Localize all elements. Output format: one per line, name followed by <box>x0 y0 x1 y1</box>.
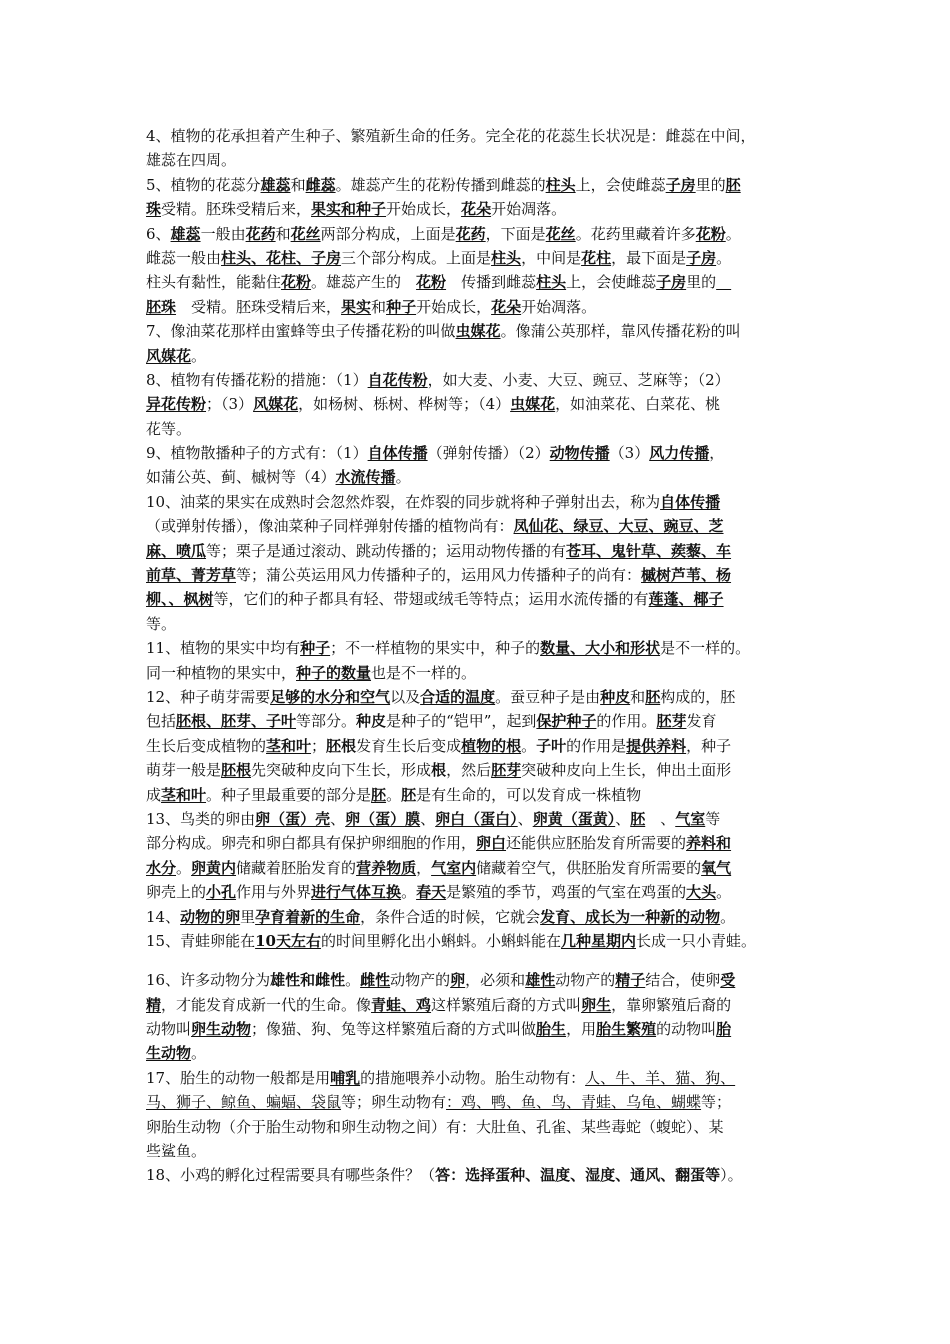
text-run: 开始凋落。 <box>491 200 567 219</box>
key-term: 保护种子 <box>536 712 597 731</box>
key-term: 花粉 <box>695 224 726 243</box>
text-line <box>146 831 822 855</box>
key-term: 种子 <box>386 297 417 316</box>
text-run: 长成一只小青蛙。 <box>636 931 757 950</box>
text-run: 先突破种皮向下生长，形成 <box>251 761 432 780</box>
text-run: 4、植物的花承担着产生种子、繁殖新生命的任务。完全花的花蕊生长状况是：雌蕊在中间， <box>146 127 756 145</box>
text-line <box>146 563 822 587</box>
key-term: 人、牛、羊、猫、狗、 <box>585 1068 736 1087</box>
text-run: 动物叫 <box>146 1020 192 1039</box>
text-run: （弹射传播）（2） <box>427 444 550 463</box>
text-run: 受精。胚珠受精后来， <box>161 200 312 219</box>
key-term: 提供养料 <box>626 736 687 755</box>
text-run: 。 <box>521 736 537 755</box>
text-line <box>146 734 822 758</box>
key-term: 槭树芦苇、杨 <box>641 566 732 585</box>
text-run: 。 <box>176 858 192 877</box>
text-run: 13、鸟类的卵由 <box>146 809 256 828</box>
text-run: 突破种皮向上生长，伸出土面形 <box>521 761 732 780</box>
text-run: 。种子里最重要的部分是 <box>206 785 372 804</box>
key-term: 水分 <box>146 858 177 877</box>
text-run: 部分构成。卵壳和卵白都具有保护卵细胞的作用， <box>146 834 477 853</box>
text-run: 。雄蕊产生的花粉传播到雌蕊的 <box>335 175 546 194</box>
key-term: 水流传播 <box>335 468 396 487</box>
text-run: 卵壳上的 <box>146 883 207 902</box>
key-term: 胚 <box>401 785 417 804</box>
document-body <box>146 124 822 1188</box>
key-term: 苍耳、鬼针草、蒺藜、车 <box>566 541 732 560</box>
text-run: 、 <box>615 809 631 828</box>
text-line <box>146 783 822 807</box>
key-term: 花药 <box>245 224 276 243</box>
key-term: 前草、菁芳草 <box>146 566 237 585</box>
key-term: 动物的卵 <box>180 907 241 926</box>
key-term: 莲蓬、椰子 <box>648 590 724 609</box>
text-run: 等；栗子是通过滚动、跳动传播的；运用动物传播的有 <box>206 541 567 560</box>
key-term: 茎和叶 <box>266 736 312 755</box>
text-run: 萌芽一般是 <box>146 761 222 780</box>
key-term: 胚 <box>630 809 646 828</box>
text-line <box>146 270 822 294</box>
key-term: 种子 <box>300 639 331 658</box>
text-run: ，才能发育成新一代的生命。像 <box>161 995 372 1014</box>
key-term: 虫媒花 <box>510 395 556 414</box>
key-term: 花药 <box>455 224 486 243</box>
text-run: ；（3） <box>206 395 254 414</box>
key-term: 卵黄内 <box>191 858 237 877</box>
text-run: 雄蕊在四周。 <box>146 151 237 170</box>
key-term: 小孔 <box>206 883 237 902</box>
key-term: 自花传粉 <box>367 370 428 389</box>
text-run: 等； <box>701 1093 732 1112</box>
key-term: 凤仙花、绿豆、大豆、豌豆、芝 <box>513 517 724 536</box>
key-term: 花粉 <box>281 273 312 292</box>
key-term: 胚芽 <box>491 761 522 780</box>
text-run: 雌蕊一般由 <box>146 248 222 267</box>
text-run: 17、胎生的动物一般都是用 <box>146 1068 331 1087</box>
text-run: 16、许多动物分为 <box>146 971 271 990</box>
text-run: ）。 <box>720 1166 743 1185</box>
text-run: 传播到雌蕊 <box>446 273 537 292</box>
text-run: ，如油菜花、白菜花、桃 <box>555 395 721 414</box>
text-run: 7、像油菜花那样由蜜蜂等虫子传播花粉的叫做 <box>146 322 456 341</box>
key-term: 青蛙、鸡 <box>371 995 432 1014</box>
key-term: 茎和叶 <box>161 785 207 804</box>
key-term: 卵（蛋）壳 <box>255 809 331 828</box>
text-run: 等。 <box>146 614 177 633</box>
text-run: 和 <box>630 687 646 706</box>
text-line <box>146 319 822 343</box>
key-term: 营养物质 <box>356 858 417 877</box>
key-term: 发育、成长为一种新的动物 <box>540 907 721 926</box>
text-run: 、 <box>645 809 676 828</box>
text-run: 构成的，胚 <box>660 687 736 706</box>
key-term: 自体传播 <box>660 492 721 511</box>
text-run: 、 <box>517 809 533 828</box>
key-term: 柱头、花柱、子房 <box>221 248 342 267</box>
key-term: 胎 <box>716 1020 732 1039</box>
text-line <box>146 661 822 685</box>
text-run: 作用与外界 <box>236 883 312 902</box>
key-term: 生动物 <box>146 1044 192 1063</box>
key-term: 植物的根 <box>461 736 522 755</box>
text-line <box>146 441 822 465</box>
text-run: 卵胎生动物（介于胎生动物和卵生动物之间）有：大肚鱼、孔雀、某些毒蛇（蝮蛇）、某 <box>146 1117 724 1136</box>
text-run: 的措施喂养小动物。胎生动物有： <box>360 1068 586 1087</box>
text-run: 和 <box>371 297 387 316</box>
key-term: 子房 <box>686 248 717 267</box>
text-run: 储藏着胚胎发育的 <box>236 858 357 877</box>
key-term: 胎生 <box>536 1020 567 1039</box>
key-term: 卵生动物 <box>191 1020 252 1039</box>
text-run: 、 <box>420 809 436 828</box>
key-term: 花柱 <box>581 248 612 267</box>
text-run: 里 <box>240 907 256 926</box>
text-run: 18、小鸡的孵化过程需要具有哪些条件？（ <box>146 1166 436 1185</box>
key-term: 胚芽 <box>656 712 687 731</box>
key-term: 几种星期内 <box>560 931 636 950</box>
key-term: 答：选择蛋种、温度、湿度、通风、翻蛋等 <box>435 1166 721 1185</box>
key-term: 种皮 <box>600 687 631 706</box>
text-line <box>146 417 822 441</box>
key-term: 进行气体互换 <box>311 883 402 902</box>
key-term: 数量、大小和形状 <box>540 639 661 658</box>
text-run: 的动物叫 <box>656 1020 717 1039</box>
text-run: 15、青蛙卵能在 <box>146 931 256 950</box>
key-term: 孕育着新的生命 <box>255 907 361 926</box>
text-run: 和 <box>290 175 306 194</box>
key-term: 柱头 <box>491 248 522 267</box>
text-run: 。 <box>191 346 207 365</box>
key-term: 10天左右 <box>255 931 321 950</box>
text-run: ， <box>416 858 432 877</box>
key-term: 胚 <box>645 687 661 706</box>
key-term: 风力传播 <box>649 444 710 463</box>
key-term: 胚根 <box>326 736 357 755</box>
key-term: 风媒花 <box>146 346 192 365</box>
text-run: 8、植物有传播花粉的措施：（1） <box>146 370 368 389</box>
text-run: 是不一样的。 <box>660 639 751 658</box>
key-term: 足够的水分和空气 <box>270 687 391 706</box>
key-term: 卵黄（蛋黄） <box>532 809 616 828</box>
text-line <box>146 856 822 880</box>
key-term: 自体传播 <box>367 444 428 463</box>
key-term: 胚 <box>725 175 741 194</box>
key-term: 种皮 <box>356 712 387 731</box>
text-run: ， <box>709 444 725 463</box>
text-run: 14、 <box>146 907 181 926</box>
key-term: 雌性 <box>360 971 391 990</box>
text-run: 动物产的 <box>390 971 451 990</box>
text-run: ，如大麦、小麦、大豆、豌豆、芝麻等；（2） <box>427 370 730 389</box>
key-term: 雄性 <box>525 971 556 990</box>
text-run: ；不一样植物的果实中，种子的 <box>330 639 541 658</box>
text-line <box>146 880 822 904</box>
text-line <box>146 1041 822 1065</box>
text-run: 等 <box>705 809 721 828</box>
text-line <box>146 758 822 782</box>
text-run: 一般由 <box>200 224 246 243</box>
text-run: 发育 <box>686 712 717 731</box>
text-run: 上，会使雌蕊 <box>566 273 657 292</box>
text-run: ，最下面是 <box>611 248 687 267</box>
text-line <box>146 587 822 611</box>
text-line <box>146 392 822 416</box>
text-run: 储藏着空气，供胚胎发育所需要的 <box>476 858 702 877</box>
key-term: 花朵 <box>491 297 522 316</box>
key-term: 胎生繁殖 <box>596 1020 657 1039</box>
text-run: 开始成长， <box>416 297 492 316</box>
text-run: ，种子 <box>686 736 732 755</box>
key-term <box>716 273 731 291</box>
text-line <box>146 993 822 1017</box>
text-run: 。花药里藏着许多 <box>575 224 696 243</box>
text-run: 上，会使雌蕊 <box>575 175 666 194</box>
text-run: 些鲨鱼。 <box>146 1142 207 1161</box>
text-run: 如蒲公英、蓟、槭树等（4） <box>146 468 336 487</box>
key-term: 异花传粉 <box>146 395 207 414</box>
text-run: 。雄蕊产生的 <box>311 273 417 292</box>
key-term: 麻、喷瓜 <box>146 541 207 560</box>
key-term: 果实 <box>341 297 372 316</box>
text-line <box>146 222 822 246</box>
text-run: 12、种子萌芽需要 <box>146 687 271 706</box>
key-term: 卵白（蛋白） <box>435 809 518 828</box>
text-line <box>146 612 822 636</box>
key-term: 春天 <box>416 883 447 902</box>
key-term: 雄性和雌性 <box>270 971 346 990</box>
text-run: 。 <box>725 224 741 243</box>
text-run: 是繁殖的季节，鸡蛋的气室在鸡蛋的 <box>446 883 687 902</box>
text-run: 花等。 <box>146 419 192 438</box>
key-term: 精子 <box>615 971 646 990</box>
text-run: （3） <box>609 444 650 463</box>
text-run: 里的 <box>695 175 726 194</box>
paragraph-gap <box>146 953 822 968</box>
key-term: 雄蕊 <box>170 224 201 243</box>
text-run: 里的 <box>686 273 717 292</box>
text-run: 。 <box>191 1044 207 1063</box>
text-run: 。 <box>395 468 411 487</box>
text-run: 。 <box>401 883 417 902</box>
key-term: 子叶 <box>536 736 567 755</box>
text-run: 9、植物散播种子的方式有：（1） <box>146 444 368 463</box>
text-run: 11、植物的果实中均有 <box>146 639 301 658</box>
text-run: ； <box>311 736 327 755</box>
text-run: 生长后变成植物的 <box>146 736 267 755</box>
text-run: 是有生命的，可以发育成一株植物 <box>416 785 642 804</box>
text-line <box>146 1163 822 1187</box>
text-run: ，然后 <box>446 761 492 780</box>
text-run: ，条件合适的时候，它就会 <box>360 907 541 926</box>
key-term: 受 <box>720 971 736 990</box>
text-line <box>146 148 822 172</box>
key-term: 气室内 <box>431 858 477 877</box>
key-term: 合适的温度 <box>420 687 496 706</box>
key-term: 虫媒花 <box>455 322 501 341</box>
text-line <box>146 636 822 660</box>
text-run: 等部分。 <box>296 712 357 731</box>
key-term: 柳、、枫树 <box>146 590 214 609</box>
text-run: ；像猫、狗、兔等这样繁殖后裔的方式叫做 <box>251 1020 537 1039</box>
text-line <box>146 685 822 709</box>
text-line <box>146 1090 822 1114</box>
text-run: 还能供应胚胎发育所需要的 <box>506 834 687 853</box>
text-run: 两部分构成，上面是 <box>320 224 456 243</box>
key-term: 雌蕊 <box>305 175 336 194</box>
text-run: 。 <box>386 785 402 804</box>
key-term: 哺乳 <box>330 1068 361 1087</box>
text-run: 这样繁殖后裔的方式叫 <box>431 995 582 1014</box>
text-line <box>146 1139 822 1163</box>
text-run: 柱头有黏性，能黏住 <box>146 273 282 292</box>
text-run: ，下面是 <box>485 224 546 243</box>
text-run: 三个部分构成。上面是 <box>341 248 492 267</box>
text-run: 等；卵生动物有 <box>341 1093 447 1112</box>
text-run: 受精。胚珠受精后来， <box>176 297 342 316</box>
text-run: 成 <box>146 785 162 804</box>
key-term: 风媒花 <box>253 395 299 414</box>
text-run: 结合，使卵 <box>645 971 721 990</box>
key-term: 卵生 <box>581 995 612 1014</box>
text-run: ，用 <box>566 1020 597 1039</box>
text-line <box>146 905 822 929</box>
text-line <box>146 124 822 148</box>
text-run: 。 <box>345 971 361 990</box>
key-term: 马、狮子、鲸鱼、蝙蝠、袋鼠 <box>146 1093 342 1112</box>
text-line <box>146 807 822 831</box>
text-line <box>146 197 822 221</box>
key-term: 胚 <box>371 785 387 804</box>
text-run: 等；蒲公英运用风力传播种子的，运用风力传播种子的尚有： <box>236 566 642 585</box>
text-line <box>146 295 822 319</box>
key-term: 氧气 <box>701 858 732 877</box>
text-line <box>146 173 822 197</box>
key-term: 卵 <box>450 971 466 990</box>
text-run: 。 <box>716 248 732 267</box>
text-line <box>146 1066 822 1090</box>
text-line <box>146 465 822 489</box>
text-run: 的作用。 <box>596 712 657 731</box>
key-term: 精 <box>146 995 162 1014</box>
text-line <box>146 246 822 270</box>
text-run: 和 <box>275 224 291 243</box>
text-run: 也是不一样的。 <box>371 663 477 682</box>
text-run: ，如杨树、栎树、桦树等；（4） <box>298 395 511 414</box>
text-line <box>146 1115 822 1139</box>
text-run: 包括 <box>146 712 177 731</box>
key-term: 花丝 <box>290 224 321 243</box>
text-line <box>146 929 822 953</box>
text-run: 。 <box>716 883 732 902</box>
key-term: 花朵 <box>461 200 492 219</box>
text-run: ，中间是 <box>521 248 582 267</box>
text-line <box>146 539 822 563</box>
key-term: 珠 <box>146 200 162 219</box>
text-run: 的作用是 <box>566 736 627 755</box>
text-line <box>146 490 822 514</box>
key-term: 胚珠 <box>146 297 177 316</box>
key-term: 子房 <box>665 175 696 194</box>
text-run: 的时间里孵化出小蝌蚪。小蝌蚪能在 <box>320 931 561 950</box>
key-term: 花丝 <box>545 224 576 243</box>
key-term: 子房 <box>656 273 687 292</box>
text-line <box>146 368 822 392</box>
key-term: 花粉 <box>416 273 447 292</box>
key-term: 胚根、胚芽、子叶 <box>176 712 297 731</box>
text-run: 是种子的“铠甲”，起到 <box>386 712 537 731</box>
key-term: 卵白 <box>476 834 507 853</box>
key-term: 雄蕊 <box>260 175 291 194</box>
key-term: ：鸡、鸭、鱼、鸟、青蛙、乌龟、蝴蝶 <box>446 1093 702 1112</box>
key-term: 根 <box>431 761 447 780</box>
text-run: 开始成长， <box>386 200 462 219</box>
text-line <box>146 514 822 538</box>
text-run: ，必须和 <box>465 971 526 990</box>
text-line <box>146 1017 822 1041</box>
text-run: 。 <box>720 907 736 926</box>
text-run: 。像蒲公英那样，靠风传播花粉的叫 <box>500 322 741 341</box>
text-run: 5、植物的花蕊分 <box>146 175 261 194</box>
text-run: 开始凋落。 <box>521 297 597 316</box>
text-line <box>146 709 822 733</box>
text-run: 等，它们的种子都具有轻、带翅或绒毛等特点；运用水流传播的有 <box>213 590 649 609</box>
key-term: 柱头 <box>536 273 567 292</box>
key-term: 卵（蛋）膜 <box>345 809 421 828</box>
key-term: 种子的数量 <box>296 663 372 682</box>
text-run: ，靠卵繁殖后裔的 <box>611 995 732 1014</box>
text-run: 10、油菜的果实在成熟时会忽然炸裂，在炸裂的同步就将种子弹射出去，称为 <box>146 492 661 511</box>
text-run: 动物产的 <box>555 971 616 990</box>
text-run: 发育生长后变成 <box>356 736 462 755</box>
text-run: 6、 <box>146 224 171 243</box>
key-term: 气室 <box>675 809 706 828</box>
text-line <box>146 968 822 992</box>
text-run: 同一种植物的果实中， <box>146 663 297 682</box>
key-term: 果实和种子 <box>311 200 387 219</box>
key-term: 动物传播 <box>549 444 610 463</box>
text-line <box>146 344 822 368</box>
key-term: 养料和 <box>686 834 732 853</box>
key-term: 大头 <box>686 883 717 902</box>
key-term: 胚根 <box>221 761 252 780</box>
key-term: 柱头 <box>545 175 576 194</box>
text-run: 、 <box>330 809 346 828</box>
text-run: 。蚕豆种子是由 <box>495 687 601 706</box>
text-run: 以及 <box>390 687 421 706</box>
text-run: （或弹射传播），像油菜种子同样弹射传播的植物尚有： <box>146 517 514 536</box>
